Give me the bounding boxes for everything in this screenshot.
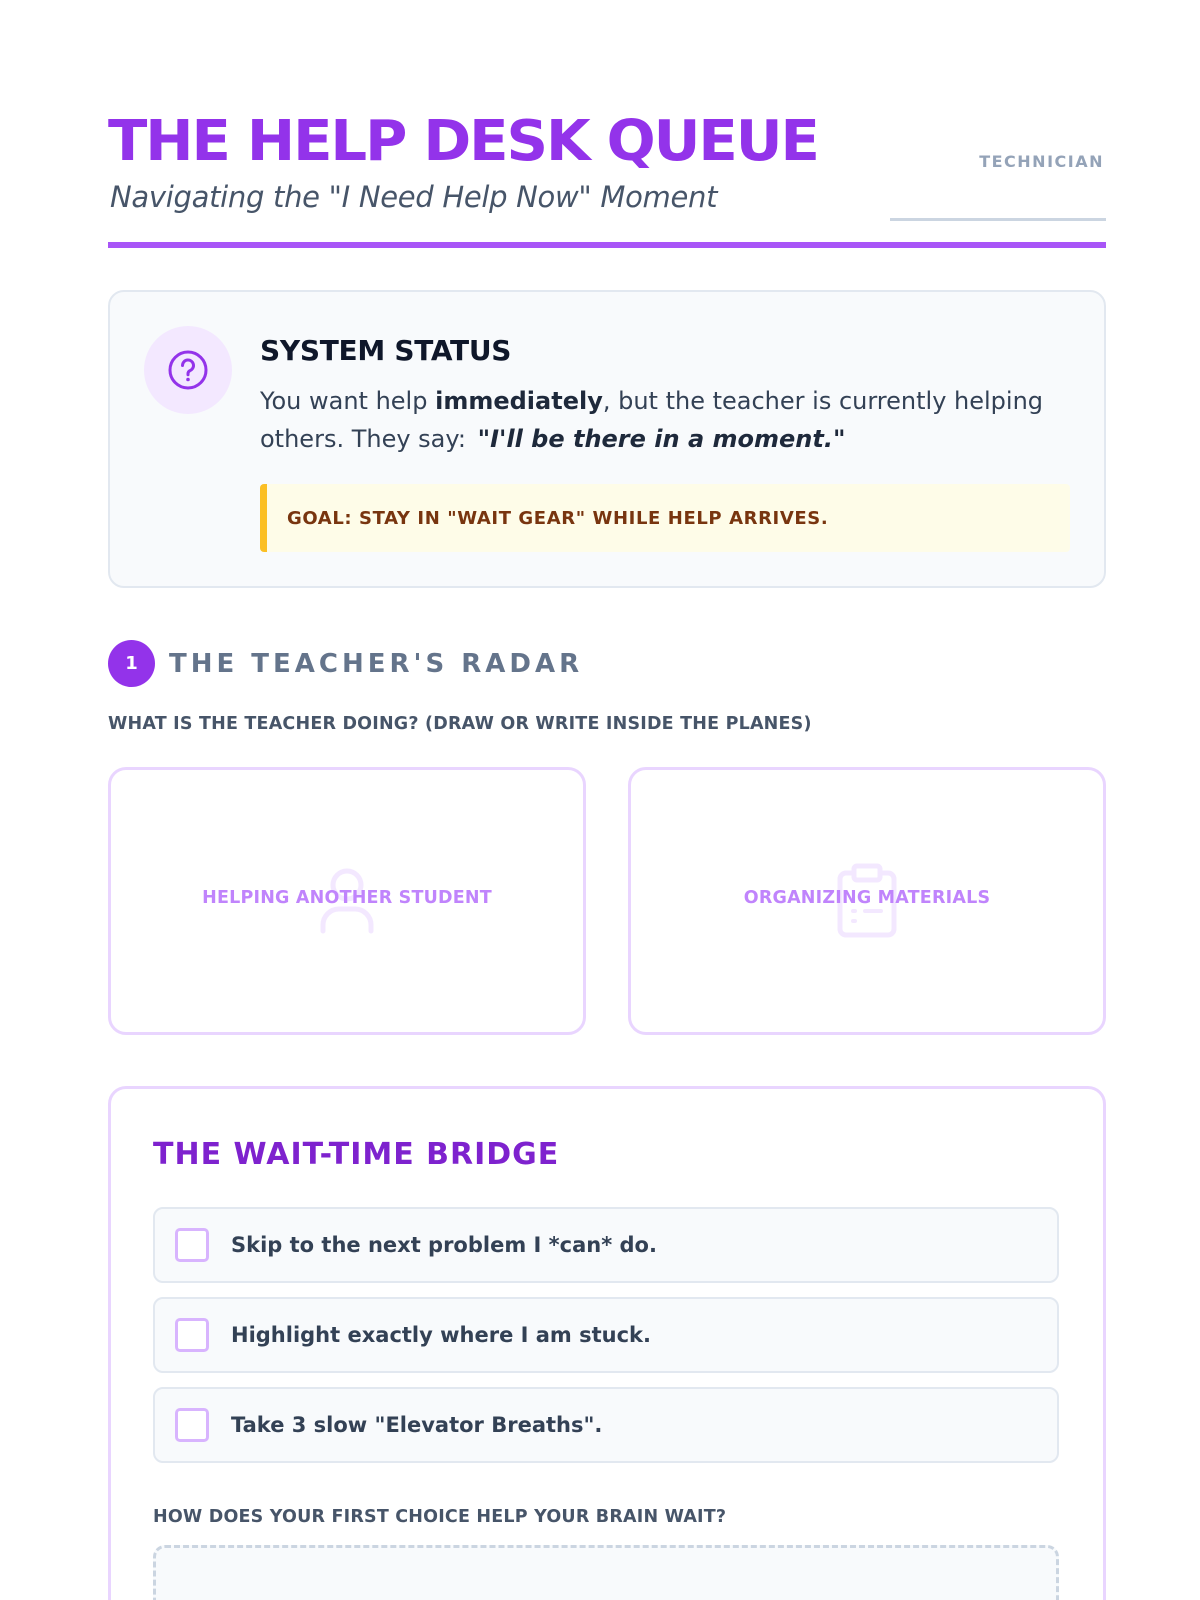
bridge-option-highlight[interactable] (153, 1297, 1059, 1373)
checkbox[interactable] (175, 1228, 209, 1262)
status-description (260, 382, 1080, 458)
header-divider (108, 242, 1106, 248)
technician-name-line[interactable] (890, 218, 1106, 221)
worksheet-page (108, 0, 1106, 1527)
plane-label: HELPING ANOTHER STUDENT (202, 888, 492, 908)
reflection-answer-box[interactable] (153, 1545, 1059, 1600)
checkbox[interactable] (175, 1408, 209, 1442)
radar-plane-organizing-materials[interactable] (628, 767, 1106, 1035)
bridge-title: THE WAIT-TIME BRIDGE (153, 1137, 560, 1172)
step-number-badge: 1 (108, 640, 155, 687)
status-emphasis: immediately (435, 387, 603, 415)
option-label: Highlight exactly where I am stuck. (231, 1323, 651, 1347)
page-subtitle: Navigating the "I Need Help Now" Moment (110, 180, 718, 214)
page-header (108, 0, 1106, 250)
plane-label: ORGANIZING MATERIALS (743, 888, 991, 908)
bridge-option-breaths[interactable] (153, 1387, 1059, 1463)
option-label: Take 3 slow "Elevator Breaths". (231, 1413, 603, 1437)
status-title: SYSTEM STATUS (260, 334, 512, 367)
status-text-2: , but the teacher is currently helping others. They say: (260, 387, 1044, 453)
radar-prompt: WHAT IS THE TEACHER DOING? (DRAW OR WRITE INSIDE THE PLANES) (108, 714, 812, 734)
radar-plane-helping-student[interactable] (108, 767, 586, 1035)
goal-callout (260, 484, 1070, 552)
option-label: Skip to the next problem I *can* do. (231, 1233, 657, 1257)
bridge-option-skip[interactable] (153, 1207, 1059, 1283)
technician-label: TECHNICIAN (979, 152, 1104, 171)
bridge-reflection-prompt: HOW DOES YOUR FIRST CHOICE HELP YOUR BRAIN WAIT? (153, 1507, 727, 1527)
wait-time-bridge-card (108, 1086, 1106, 1600)
checkbox[interactable] (175, 1318, 209, 1352)
system-status-card (108, 290, 1106, 588)
section-1-header (108, 640, 583, 687)
teacher-quote: "I'll be there in a moment." (477, 425, 846, 453)
status-text-1: You want help (260, 387, 436, 415)
goal-text: GOAL: STAY IN "WAIT GEAR" WHILE HELP ARRIVES. (287, 507, 829, 529)
section-1-title: THE TEACHER'S RADAR (169, 648, 584, 679)
question-circle-icon (144, 326, 232, 414)
page-title: THE HELP DESK QUEUE (108, 109, 818, 174)
